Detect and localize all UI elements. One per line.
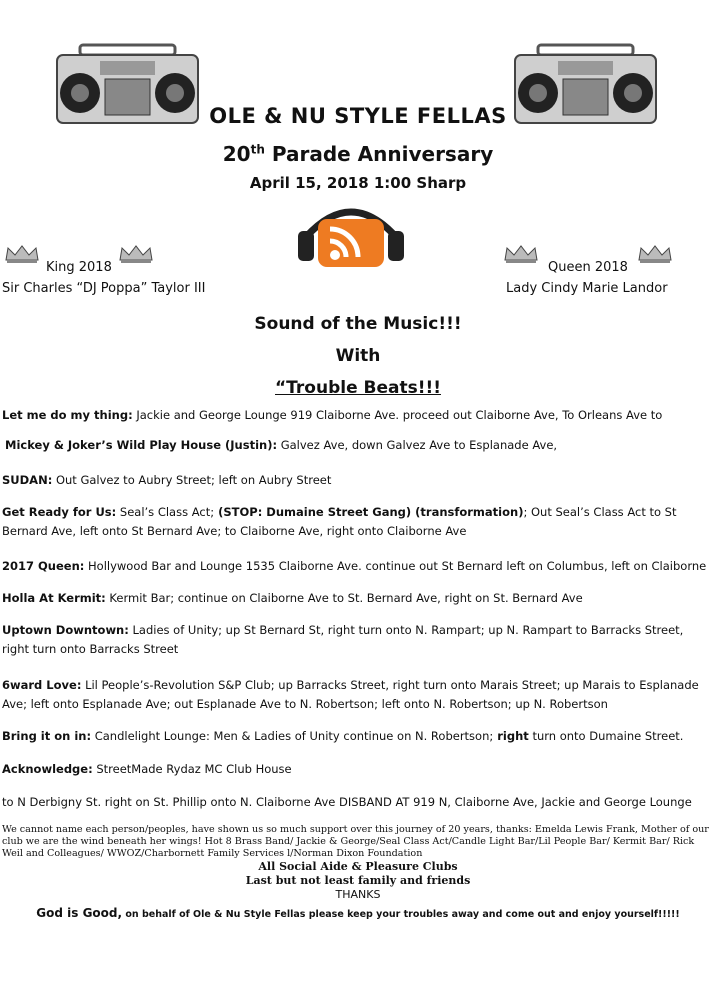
route-stop: Uptown Downtown: Ladies of Unity; up St Bernard St, right turn onto N. Rampart; up N. Rampart to Barracks Street, right turn onto Barracks Street <box>2 623 684 656</box>
route-stop: Let me do my thing: Jackie and George Lounge 919 Claiborne Ave. proceed out Claiborne Ave, To Orleans Ave to <box>2 408 663 422</box>
page-title: OLE & NU STYLE FELLAS <box>209 104 507 128</box>
crown-icon <box>118 244 154 264</box>
crown-icon <box>4 244 40 264</box>
anniversary-heading: 20th Parade Anniversary <box>222 142 494 166</box>
queen-label: Queen 2018 <box>548 260 628 275</box>
route-stop: Acknowledge: StreetMade Rydaz MC Club House <box>2 762 292 776</box>
route-stop: Mickey & Joker’s Wild Play House (Justin): Galvez Ave, down Galvez Ave to Esplanade Ave, <box>5 438 558 452</box>
theme-line-3: “Trouble Beats!!! <box>275 378 441 398</box>
king-name: Sir Charles “DJ Poppa” Taylor III <box>2 281 206 296</box>
theme-line-1: Sound of the Music!!! <box>254 314 462 334</box>
route-stop: Holla At Kermit: Kermit Bar; continue on Claiborne Ave to St. Bernard Ave, right on St. Bernard Ave <box>2 591 583 605</box>
route-stop: Bring it on in: Candlelight Lounge: Men & Ladies of Unity continue on N. Robertson; right turn onto Dumaine Street. <box>2 729 684 743</box>
route-stop: 6ward Love: Lil People’s-Revolution S&P Club; up Barracks Street, right turn onto Marais Street; up Marais to Esplanade Ave; left onto Esplanade Ave; out Esplanade Ave to N. Robertson; left onto N. Robertson; up N. Robertson <box>2 678 699 711</box>
king-label: King 2018 <box>46 260 112 275</box>
route-disband: to N Derbigny St. right on St. Phillip onto N. Claiborne Ave DISBAND AT 919 N, Claiborne Ave, Jackie and George Lounge <box>2 795 692 809</box>
thanks-line-2: Last but not least family and friends <box>245 874 471 887</box>
event-date: April 15, 2018 1:00 Sharp <box>249 174 467 192</box>
route-stop: SUDAN: Out Galvez to Aubry Street; left on Aubry Street <box>2 473 332 487</box>
thanks-line-1: All Social Aide & Pleasure Clubs <box>258 860 458 873</box>
closing-message: God is Good, on behalf of Ole & Nu Style Fellas please keep your troubles away and come out and enjoy yourself!!!!! <box>36 906 680 920</box>
thanks-paragraph: We cannot name each person/peoples, have shown us so much support over this journey of 20 years, thanks: Emelda Lewis Frank, Mother of our club we are the wind beneath her wings! Hot 8 Brass Band/ Jackie & George/Seal Class Act/Candle Light Bar/Lil People Bar/ Kermit Bar/ Rick Weil and Colleagues/ WWOZ/Charbornett Family Services l/Norman Dixon Foundation <box>2 824 709 859</box>
crown-icon <box>637 244 673 264</box>
headphones-rss-icon <box>288 197 414 271</box>
thanks-line-3: THANKS <box>335 888 381 901</box>
queen-name: Lady Cindy Marie Landor <box>506 281 668 296</box>
route-stop: 2017 Queen: Hollywood Bar and Lounge 1535 Claiborne Ave. continue out St Bernard left on Columbus, left on Claiborne <box>2 559 707 573</box>
route-stop: Get Ready for Us: Seal’s Class Act; (STOP: Dumaine Street Gang) (transformation); Out Seal’s Class Act to St Bernard Ave, left onto St Bernard Ave; to Claiborne Ave, right onto Claiborne Ave <box>2 505 677 538</box>
theme-line-2: With <box>335 346 381 366</box>
crown-icon <box>503 244 539 264</box>
